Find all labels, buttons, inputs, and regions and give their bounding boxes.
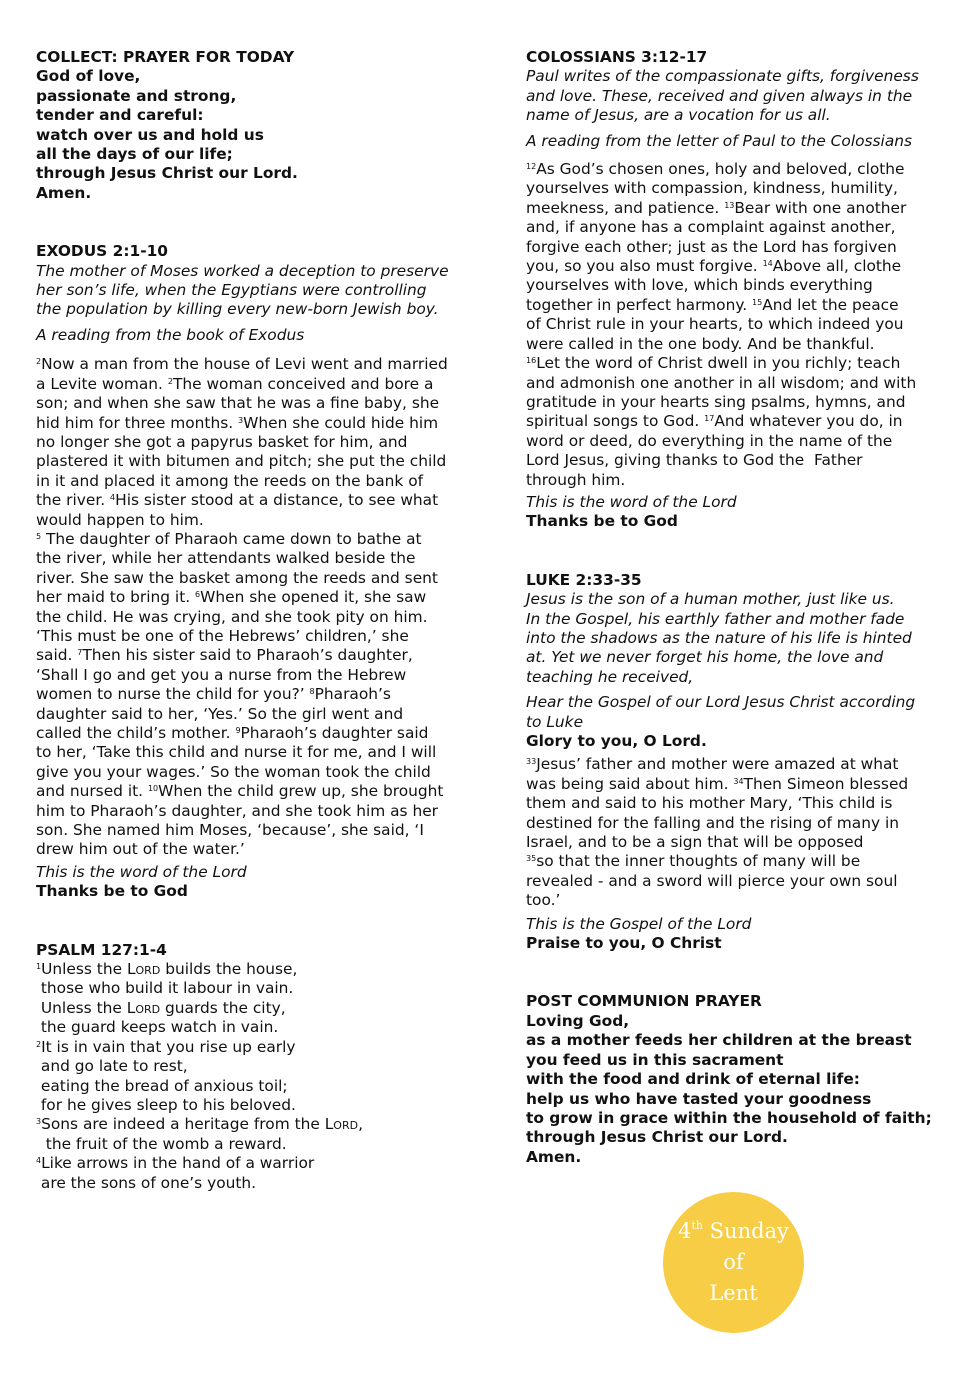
verse-text: give you your wages.’ So the woman took the child: [36, 762, 431, 781]
reading-line: [36, 646, 476, 665]
reading-line: [526, 160, 946, 179]
psalm-section: [36, 941, 476, 1193]
verse-text: son; and when she saw that he was a fine baby, she: [36, 394, 440, 413]
verse-text: When the child grew up, she brought: [158, 782, 444, 801]
divine-name: Lord: [126, 960, 161, 979]
text-line: passionate and strong,: [36, 86, 237, 105]
reading-line: [526, 852, 946, 871]
text-line: The mother of Moses worked a deception to preserve: [36, 261, 449, 280]
reading-line: [36, 452, 476, 471]
text-line: to Luke: [526, 712, 584, 731]
verse-number: 12: [526, 162, 537, 172]
verse-text: a Levite woman.: [36, 374, 168, 393]
verse-text: Like arrows in the hand of a warrior: [41, 1154, 315, 1173]
verse-text: and admonish one another in all wisdom; and with: [526, 373, 917, 392]
reading-line: [36, 666, 476, 685]
reading-line: [526, 276, 946, 295]
verse-text: When she opened it, she saw: [200, 588, 427, 607]
reading-line: [526, 872, 946, 891]
verse-text: And let the peace: [762, 295, 899, 314]
verse-text: Unless the: [41, 960, 127, 979]
verse-number: 3: [238, 415, 244, 425]
verse-number: 6: [195, 590, 201, 600]
reading-line: [36, 999, 476, 1018]
reading-line: [36, 1018, 476, 1037]
left-column: [36, 48, 476, 1193]
reading-line: [526, 471, 946, 490]
verse-number: 3: [36, 1117, 42, 1127]
verse-number: 33: [526, 757, 537, 767]
verse-text: those who build it labour in vain.: [36, 979, 294, 998]
verse-number: 4: [36, 1156, 42, 1166]
reading-line: [526, 891, 946, 910]
verse-text: ‘This must be one of the Hebrews’ children,’ she: [36, 626, 409, 645]
verse-text: Then Simeon blessed: [743, 774, 909, 793]
text-line: all the days of our life;: [36, 145, 233, 164]
verse-text: Bear with one another: [734, 198, 907, 217]
colossians-response: Thanks be to God: [526, 512, 678, 531]
reading-line: [36, 627, 476, 646]
reading-line: [526, 755, 946, 774]
text-line: God of love,: [36, 67, 141, 86]
verse-text: son. She named him Moses, ‘because’, she said, ‘I: [36, 821, 424, 840]
reading-line: [526, 412, 946, 431]
post-communion-heading: POST COMMUNION PRAYER: [526, 992, 762, 1011]
reading-line: [526, 814, 946, 833]
colossians-reading: [526, 160, 946, 490]
verse-number: 2: [36, 1039, 42, 1049]
verse-text: meekness, and patience.: [526, 198, 725, 217]
text-line: with the food and drink of eternal life:: [526, 1070, 860, 1089]
verse-number: 7: [77, 648, 83, 658]
reading-line: [36, 763, 476, 782]
verse-text: Israel, and to be a sign that will be opposed: [526, 833, 864, 852]
collect-section: [36, 48, 476, 203]
reading-line: [36, 840, 476, 859]
verse-text: are the sons of one’s youth.: [36, 1173, 257, 1192]
verse-text: were called in the one body. And be thankful.: [526, 334, 875, 353]
reading-line: [36, 433, 476, 452]
collect-heading: COLLECT: PRAYER FOR TODAY: [36, 48, 295, 66]
text-line: Jesus is the son of a human mother, just like us.: [526, 590, 895, 609]
verse-number: 2: [167, 376, 173, 386]
exodus-announcement: A reading from the book of Exodus: [36, 325, 305, 344]
colossians-section: [526, 48, 946, 532]
verse-text: him to Pharaoh’s daughter, and she took him as her: [36, 801, 439, 820]
reading-line: [526, 451, 946, 470]
reading-line: [36, 782, 476, 801]
text-line: and love. These, received and given always in the: [526, 86, 913, 105]
verse-text: eating the bread of anxious toil;: [36, 1076, 288, 1095]
verse-text: builds the house,: [160, 960, 298, 979]
colossians-announcement: A reading from the letter of Paul to the Colossians: [526, 131, 913, 150]
verse-text: Then his sister said to Pharaoh’s daughter,: [82, 646, 413, 665]
exodus-heading: EXODUS 2:1-10: [36, 242, 169, 261]
reading-line: [36, 1038, 476, 1057]
verse-text: ‘Shall I go and get you a nurse from the Hebrew: [36, 665, 407, 684]
exodus-closing: This is the word of the Lord: [36, 862, 247, 881]
luke-heading: LUKE 2:33-35: [526, 570, 642, 589]
reading-line: [36, 472, 476, 491]
sunday-badge: [663, 1192, 804, 1333]
verse-text: forgive each other; just as the Lord has forgiven: [526, 237, 897, 256]
verse-text: His sister stood at a distance, to see what: [115, 491, 439, 510]
reading-line: [36, 608, 476, 627]
reading-line: [526, 432, 946, 451]
verse-text: and go late to rest,: [36, 1057, 188, 1076]
text-line: Amen.: [36, 183, 92, 202]
verse-text: drew him out of the water.’: [36, 840, 245, 859]
verse-number: 35: [526, 854, 537, 864]
luke-acclamation: Glory to you, O Lord.: [526, 732, 707, 750]
verse-text: for he gives sleep to his beloved.: [36, 1095, 296, 1114]
badge-word-of: of: [723, 1250, 744, 1274]
reading-line: [526, 257, 946, 276]
reading-line: [526, 374, 946, 393]
text-line: you feed us in this sacrament: [526, 1050, 784, 1069]
reading-line: [526, 393, 946, 412]
psalm-heading: PSALM 127:1-4: [36, 940, 167, 959]
verse-number: 14: [762, 259, 773, 269]
reading-line: [36, 394, 476, 413]
verse-text: no longer she got a papyrus basket for him, and: [36, 432, 408, 451]
verse-text: guards the city,: [160, 998, 286, 1017]
verse-number: 13: [724, 200, 735, 210]
reading-line: [36, 549, 476, 568]
verse-text: Now a man from the house of Levi went and married: [41, 355, 448, 374]
verse-text: spiritual songs to God.: [526, 412, 705, 431]
text-line: watch over us and hold us: [36, 125, 264, 144]
verse-text: yourselves with love, which binds everything: [526, 276, 873, 295]
verse-text: in it and placed it among the reeds on the bank of: [36, 471, 424, 490]
verse-text: revealed - and a sword will pierce your own soul: [526, 871, 898, 890]
text-line: Amen.: [526, 1147, 582, 1166]
reading-line: [36, 588, 476, 607]
verse-text: the guard keeps watch in vain.: [36, 1018, 279, 1037]
verse-text: destined for the falling and the rising of many in: [526, 813, 899, 832]
text-line: through Jesus Christ our Lord.: [36, 164, 298, 183]
badge-word-lent: Lent: [709, 1281, 758, 1305]
reading-line: [526, 794, 946, 813]
verse-text: them and said to his mother Mary, ‘This child is: [526, 794, 893, 813]
verse-text: ,: [358, 1115, 363, 1134]
verse-text: word or deed, do everything in the name of the: [526, 431, 893, 450]
verse-text: river. She saw the basket among the reeds and sent: [36, 568, 438, 587]
text-line: name of Jesus, are a vocation for us all.: [526, 106, 831, 125]
verse-text: The daughter of Pharaoh came down to bathe at: [41, 529, 422, 548]
reading-line: [526, 315, 946, 334]
verse-text: hid him for three months.: [36, 413, 239, 432]
verse-text: the river.: [36, 491, 111, 510]
reading-line: [526, 199, 946, 218]
reading-line: [36, 530, 476, 549]
verse-text: to her, ‘Take this child and nurse it for me, and I will: [36, 743, 437, 762]
exodus-response: Thanks be to God: [36, 882, 188, 901]
text-line: help us who have tasted your goodness: [526, 1089, 872, 1108]
verse-text: so that the inner thoughts of many will be: [536, 852, 861, 871]
verse-number: 4: [110, 493, 116, 503]
text-line: as a mother feeds her children at the breast: [526, 1031, 912, 1050]
verse-text: It is in vain that you rise up early: [41, 1037, 296, 1056]
verse-text: Pharaoh’s: [314, 685, 391, 704]
verse-text: would happen to him.: [36, 510, 204, 529]
verse-text: the fruit of the womb a reward.: [36, 1134, 287, 1153]
reading-line: [36, 1135, 476, 1154]
luke-announcement: [526, 693, 946, 732]
verse-text: Let the word of Christ dwell in you richly; teach: [536, 354, 901, 373]
text-line: Loving God,: [526, 1011, 630, 1030]
reading-line: [36, 414, 476, 433]
verse-number: 2: [36, 357, 42, 367]
luke-intro: [526, 590, 946, 687]
reading-line: [36, 355, 476, 374]
verse-text: Pharaoh’s daughter said: [240, 724, 429, 742]
reading-line: [526, 218, 946, 237]
reading-line: [526, 354, 946, 373]
verse-number: 5: [36, 531, 42, 541]
reading-line: [36, 821, 476, 840]
right-column: [526, 48, 946, 1167]
text-line: teaching he received,: [526, 667, 694, 686]
text-line: Paul writes of the compassionate gifts, forgiveness: [526, 67, 919, 86]
reading-line: [36, 375, 476, 394]
verse-text: together in perfect harmony.: [526, 295, 753, 314]
verse-number: 15: [752, 297, 763, 307]
reading-line: [526, 179, 946, 198]
reading-line: [526, 296, 946, 315]
colossians-heading: COLOSSIANS 3:12-17: [526, 48, 708, 66]
reading-line: [36, 705, 476, 724]
reading-line: [36, 1115, 476, 1134]
text-line: tender and careful:: [36, 106, 204, 125]
reading-line: [36, 685, 476, 704]
verse-text: Jesus’ father and mother were amazed at what: [536, 755, 899, 774]
verse-text: said.: [36, 646, 78, 665]
text-line: through Jesus Christ our Lord.: [526, 1128, 788, 1147]
verse-text: of Christ rule in your hearts, to which indeed you: [526, 315, 904, 334]
colossians-closing: This is the word of the Lord: [526, 492, 737, 511]
reading-line: [36, 511, 476, 530]
text-line: at. Yet we never forget his home, the love and: [526, 648, 884, 667]
verse-number: 34: [733, 776, 744, 786]
luke-section: [526, 571, 946, 954]
reading-line: [36, 1154, 476, 1173]
exodus-section: [36, 242, 476, 901]
verse-text: Lord Jesus, giving thanks to God the Father: [526, 451, 863, 470]
luke-response: Praise to you, O Christ: [526, 934, 722, 953]
reading-line: [36, 491, 476, 510]
verse-text: Unless the: [36, 998, 127, 1017]
badge-number: 4: [678, 1219, 692, 1243]
exodus-intro: [36, 262, 476, 320]
verse-text: As God’s chosen ones, holy and beloved, clothe: [536, 160, 905, 179]
verse-text: and nursed it.: [36, 782, 148, 801]
verse-text: When she could hide him: [243, 413, 439, 432]
reading-line: [526, 238, 946, 257]
reading-line: [36, 979, 476, 998]
verse-number: 17: [704, 414, 715, 424]
badge-word-sunday: Sunday: [709, 1219, 789, 1243]
post-communion-prayer: [526, 1012, 946, 1167]
collect-prayer: [36, 67, 476, 203]
post-communion-section: [526, 992, 946, 1167]
verse-text: daughter said to her, ‘Yes.’ So the girl went and: [36, 704, 404, 723]
colossians-intro: [526, 67, 946, 125]
reading-line: [526, 833, 946, 852]
verse-number: 16: [526, 356, 537, 366]
reading-line: [36, 802, 476, 821]
verse-text: you, so you also must forgive.: [526, 257, 763, 276]
reading-line: [36, 569, 476, 588]
reading-line: [36, 1174, 476, 1193]
divine-name: Lord: [324, 1115, 359, 1134]
reading-line: [526, 775, 946, 794]
reading-line: [36, 1096, 476, 1115]
verse-text: her maid to bring it.: [36, 588, 196, 607]
reading-line: [36, 1077, 476, 1096]
text-line: to grow in grace within the household of faith;: [526, 1108, 932, 1127]
text-line: her son’s life, when the Egyptians were controlling: [36, 281, 427, 300]
luke-reading: [526, 755, 946, 910]
psalm-text: [36, 960, 476, 1193]
verse-number: 9: [235, 726, 241, 735]
verse-number: 1: [36, 962, 42, 972]
reading-line: [36, 743, 476, 762]
verse-text: And whatever you do, in: [714, 412, 903, 431]
verse-text: the river, while her attendants walked beside the: [36, 549, 416, 568]
reading-line: [36, 960, 476, 979]
verse-text: through him.: [526, 470, 626, 489]
reading-line: [36, 724, 476, 743]
text-line: Hear the Gospel of our Lord Jesus Christ according: [526, 693, 916, 712]
verse-text: women to nurse the child for you?’: [36, 685, 310, 704]
verse-text: and, if anyone has a complaint against another,: [526, 218, 896, 237]
exodus-reading: [36, 355, 476, 860]
verse-text: too.’: [526, 891, 561, 910]
reading-line: [36, 1057, 476, 1076]
badge-line-1: [678, 1216, 789, 1247]
verse-text: Above all, clothe: [772, 257, 902, 276]
verse-text: called the child’s mother.: [36, 724, 236, 742]
divine-name: Lord: [126, 998, 161, 1017]
verse-text: The woman conceived and bore a: [172, 374, 434, 393]
reading-line: [526, 335, 946, 354]
text-line: into the shadows as the nature of his life is hinted: [526, 628, 912, 647]
text-line: In the Gospel, his earthly father and mother fade: [526, 609, 905, 628]
verse-text: Sons are indeed a heritage from the: [41, 1115, 325, 1134]
luke-closing: This is the Gospel of the Lord: [526, 914, 752, 933]
verse-text: was being said about him.: [526, 774, 734, 793]
verse-text: gratitude in your hearts sing psalms, hymns, and: [526, 392, 906, 411]
verse-number: 8: [309, 687, 315, 697]
verse-text: the child. He was crying, and she took pity on him.: [36, 607, 428, 626]
verse-number: 10: [147, 784, 159, 794]
text-line: the population by killing every new-born Jewish boy.: [36, 300, 439, 319]
verse-text: yourselves with compassion, kindness, humility,: [526, 179, 898, 198]
verse-text: plastered it with bitumen and pitch; she put the child: [36, 452, 447, 471]
badge-ordinal: th: [691, 1219, 703, 1232]
